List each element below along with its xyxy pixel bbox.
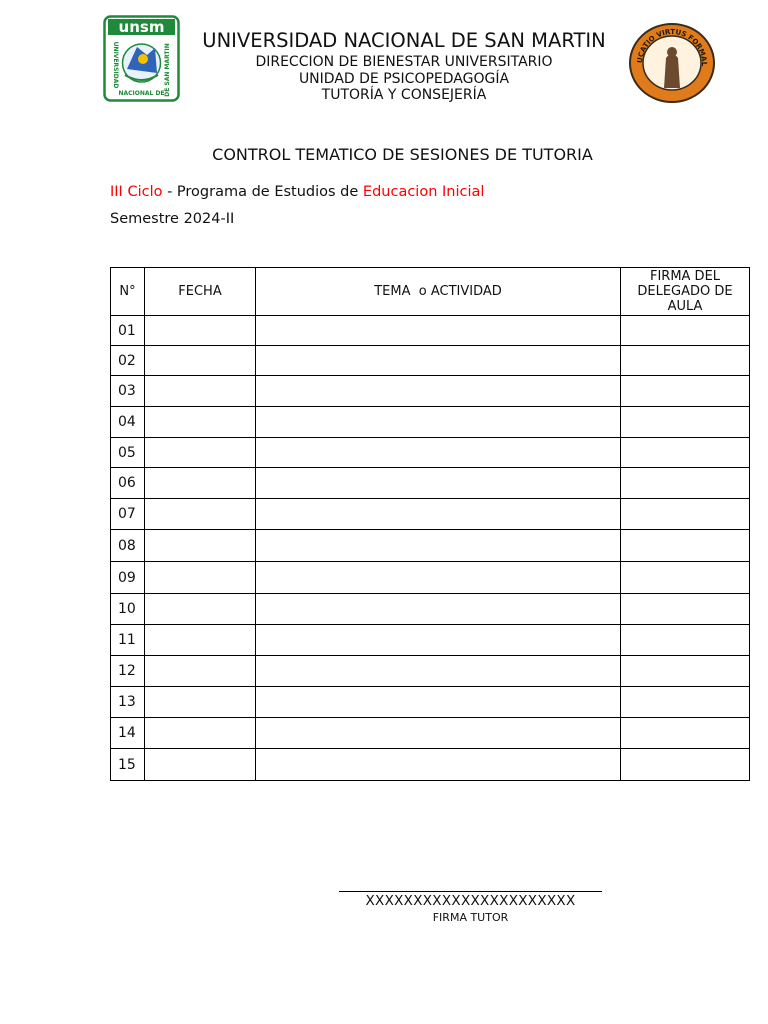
topic-cell [256,749,621,781]
unit-name: UNIDAD DE PSICOPEDAGOGÍA [298,70,510,87]
date-cell [145,438,256,468]
topic-cell [256,687,621,718]
date-cell [145,749,256,781]
table-row [111,749,750,781]
topic-cell [256,407,621,438]
row-number: 13 [111,687,145,718]
table-row [111,376,750,407]
row-number: 06 [111,468,145,499]
signature-cell [621,656,750,687]
table-row [111,316,750,346]
sessions-table [110,267,750,781]
svg-text:UNIVERSIDAD: UNIVERSIDAD [112,41,119,89]
date-cell [145,562,256,594]
row-number: 14 [111,718,145,749]
table-row [111,468,750,499]
row-number: 10 [111,594,145,625]
header-delegate-signature: FIRMA DEL DELEGADO DE AULA [621,268,750,316]
table-row [111,562,750,594]
university-name: UNIVERSIDAD NACIONAL DE SAN MARTIN [202,29,606,52]
program-line [110,184,484,200]
topic-cell [256,625,621,656]
svg-text:unsm: unsm [118,18,165,36]
signature-cell [621,438,750,468]
topic-cell [256,530,621,562]
svg-text:NACIONAL DE: NACIONAL DE [118,90,165,97]
program-name: Educacion Inicial [362,184,485,200]
signature-cell [621,376,750,407]
topic-cell [256,499,621,530]
row-number: 08 [111,530,145,562]
date-cell [145,594,256,625]
date-cell [145,625,256,656]
tutor-name: XXXXXXXXXXXXXXXXXXXXXX [365,893,576,909]
header-number: N° [111,268,145,316]
signature-cell [621,346,750,376]
table-row [111,499,750,530]
semester-label: Semestre 2024-II [110,211,235,227]
table-row [111,718,750,749]
signature-cell [621,407,750,438]
direction-name: DIRECCION DE BIENESTAR UNIVERSITARIO [255,54,553,70]
date-cell [145,346,256,376]
topic-cell [256,718,621,749]
topic-cell [256,376,621,407]
signature-cell [621,625,750,656]
signature-cell [621,749,750,781]
date-cell [145,687,256,718]
table-row [111,656,750,687]
row-number: 09 [111,562,145,594]
table-row [111,687,750,718]
table-row [111,625,750,656]
topic-cell [256,656,621,687]
program-prefix: - Programa de Estudios de [162,184,363,200]
document-title: CONTROL TEMATICO DE SESIONES DE TUTORIA [212,145,593,164]
row-number: 04 [111,407,145,438]
header-date: FECHA [145,268,256,316]
svg-text:EDUCATIO VIRTUS FORMALIS: UCATIO VIRTUS FORMAL [635,27,709,67]
signature-cell [621,687,750,718]
table-row [111,594,750,625]
signature-cell [621,562,750,594]
signature-cell [621,316,750,346]
signature-cell [621,594,750,625]
date-cell [145,316,256,346]
row-number: 11 [111,625,145,656]
row-number: 12 [111,656,145,687]
table-header-row [111,268,750,316]
date-cell [145,718,256,749]
topic-cell [256,594,621,625]
signature-cell [621,499,750,530]
row-number: 15 [111,749,145,781]
topic-cell [256,562,621,594]
row-number: 03 [111,376,145,407]
table-row [111,407,750,438]
date-cell [145,376,256,407]
topic-cell [256,346,621,376]
date-cell [145,499,256,530]
row-number: 01 [111,316,145,346]
date-cell [145,468,256,499]
signature-cell [621,468,750,499]
date-cell [145,656,256,687]
row-number: 02 [111,346,145,376]
table-row [111,438,750,468]
signature-line [339,891,602,892]
topic-cell [256,316,621,346]
office-name: TUTORÍA Y CONSEJERÍA [321,87,487,103]
date-cell [145,407,256,438]
topic-cell [256,468,621,499]
header-topic: TEMA o ACTIVIDAD [256,268,621,316]
tutor-signature-label: FIRMA TUTOR [432,911,509,924]
table-row [111,530,750,562]
topic-cell [256,438,621,468]
row-number: 07 [111,499,145,530]
svg-text:DE SAN MARTIN: DE SAN MARTIN [164,43,171,97]
table-row [111,346,750,376]
row-number: 05 [111,438,145,468]
unsm-logo [103,15,180,102]
seal-logo [628,22,716,104]
signature-cell [621,718,750,749]
institution-header [180,28,628,104]
signature-cell [621,530,750,562]
date-cell [145,530,256,562]
ciclo-label: III Ciclo [110,184,163,200]
